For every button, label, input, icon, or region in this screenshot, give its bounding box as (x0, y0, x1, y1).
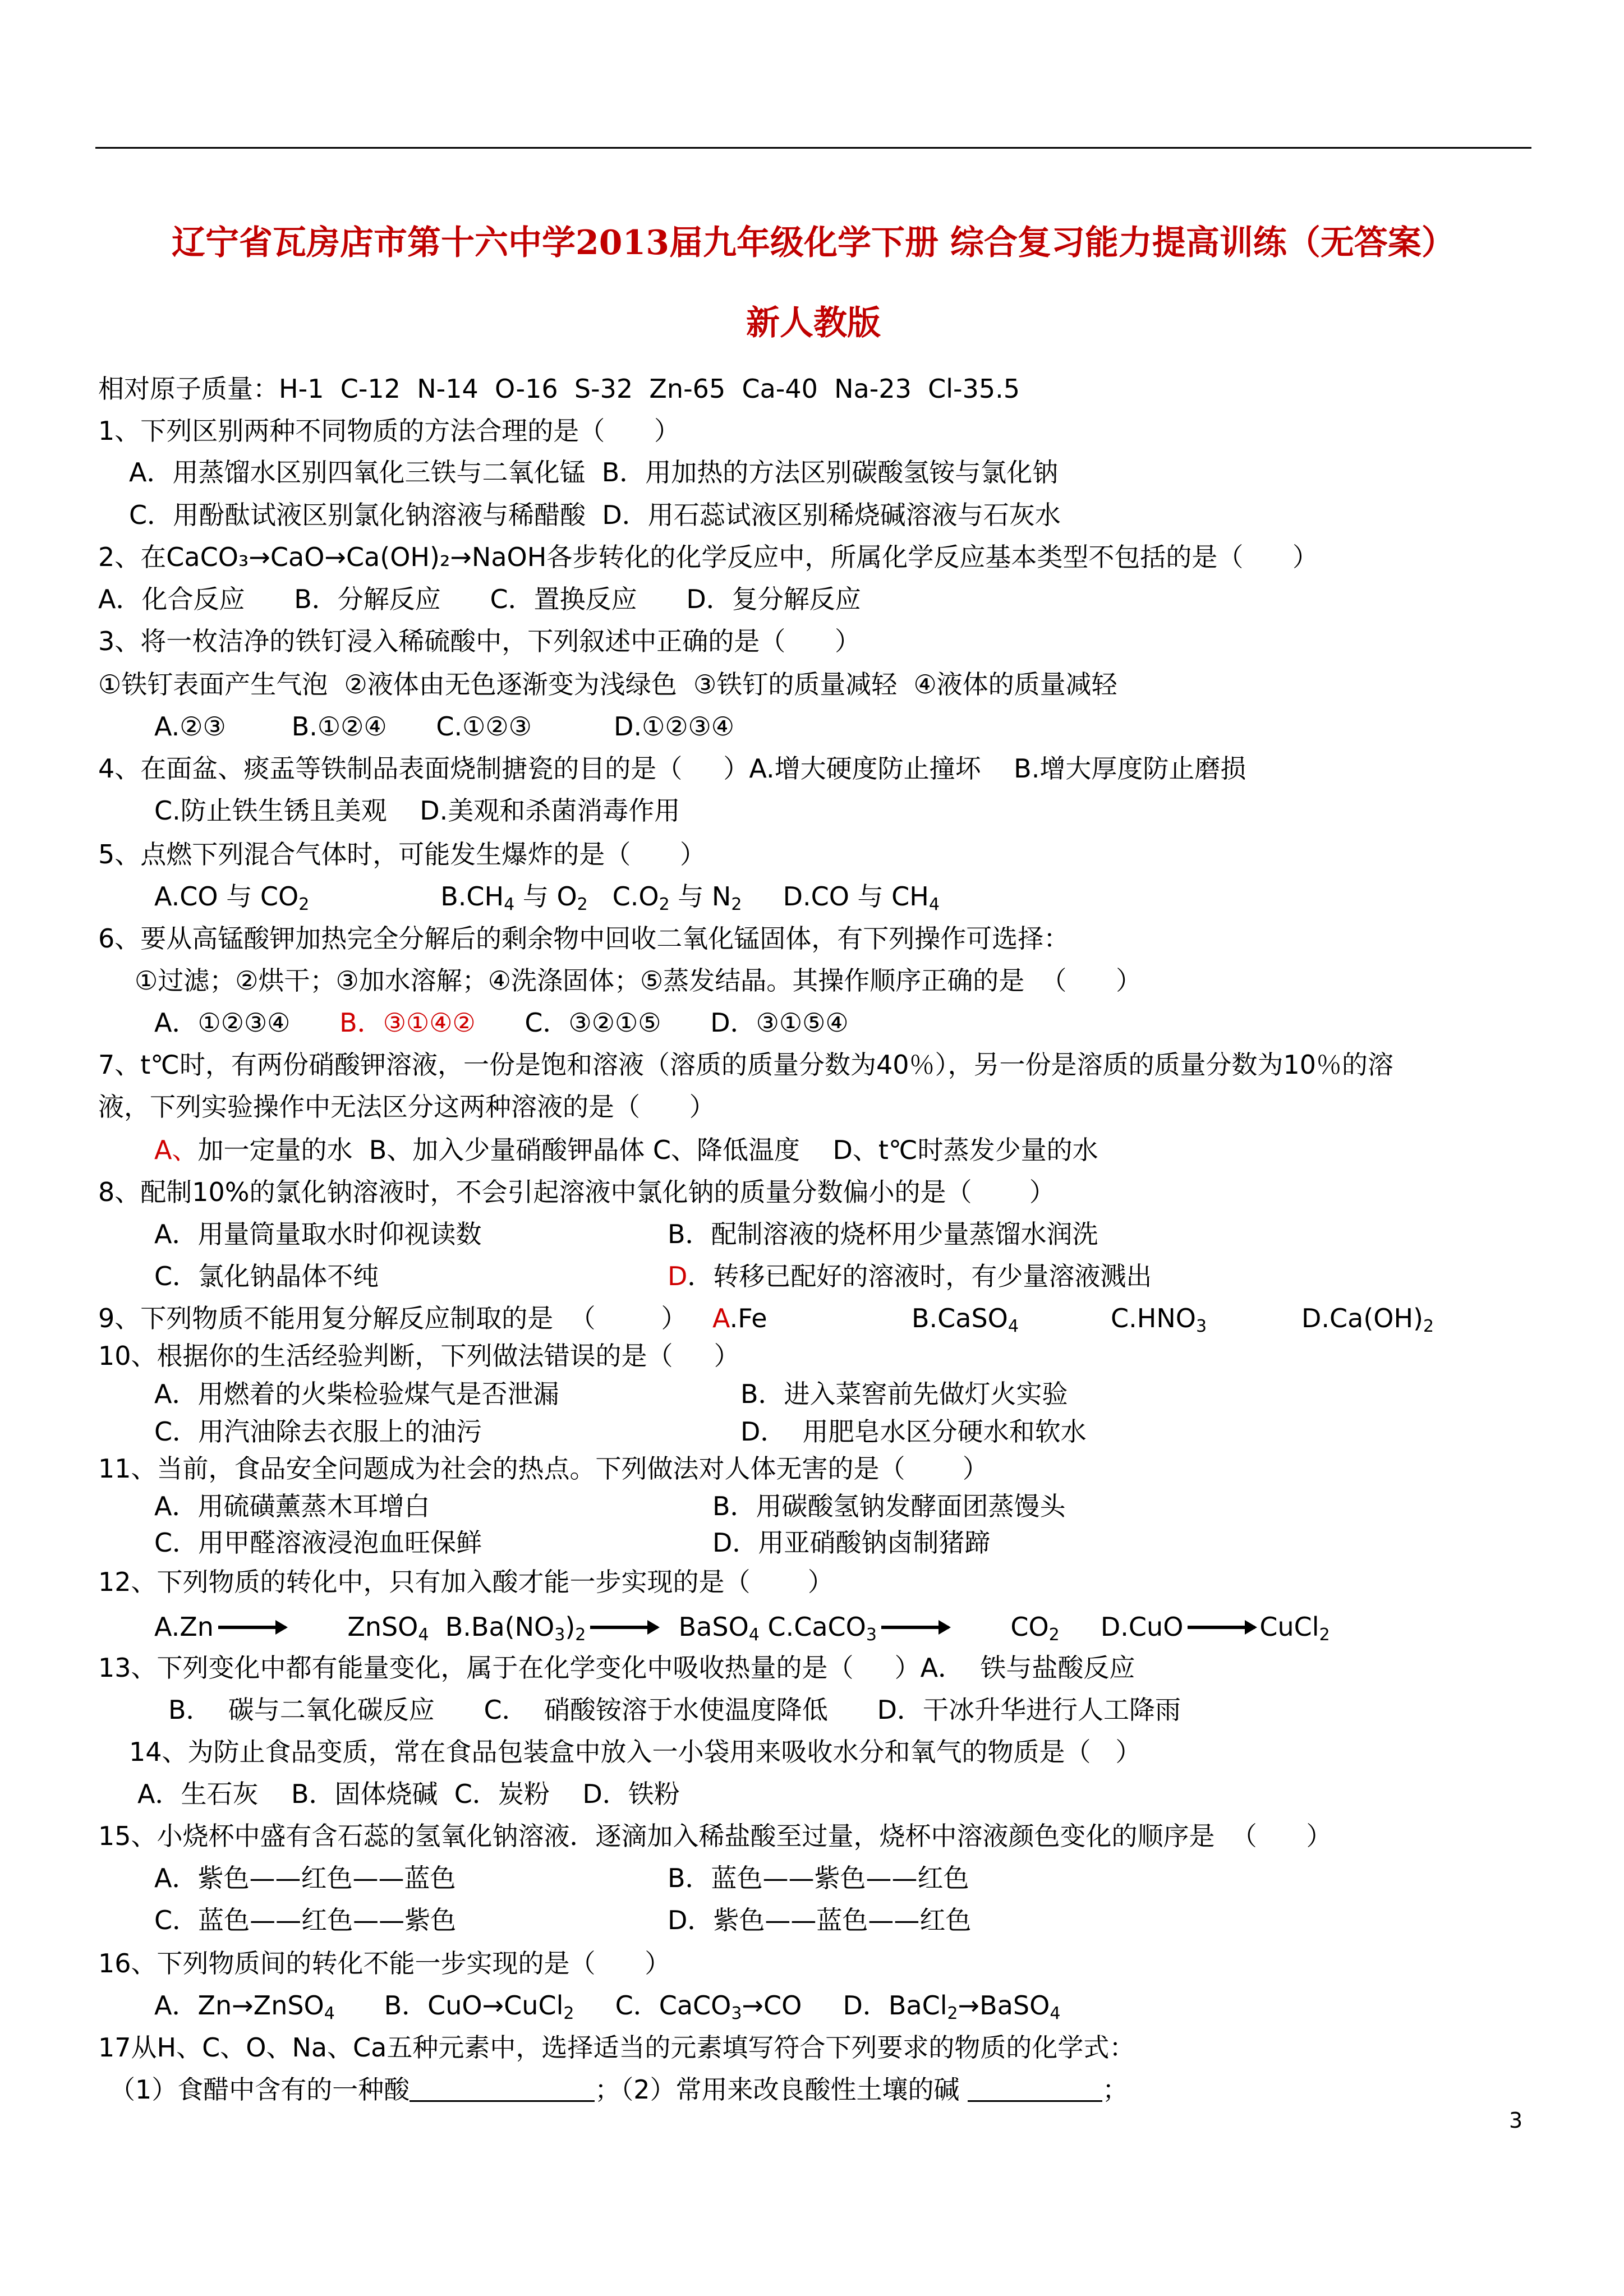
q12-sub-b1: 3 (554, 1625, 565, 1645)
question-3-stem: 3、将一枚洁净的铁钉浸入稀硫酸中，下列叙述中正确的是（ ） (98, 626, 861, 656)
question-15-option-c: C．蓝色——红色——紫色 (154, 1905, 457, 1935)
q16-option-b: B．CuO→CuCl (384, 1990, 564, 2021)
q17-end: ； (1102, 2074, 1129, 2105)
q5-sub-d: 4 (928, 895, 940, 914)
question-3-options: A.②③ B.①②④ C.①②③ D.①②③④ (154, 711, 735, 742)
question-15-stem: 15、小烧杯中盛有含石蕊的氢氧化钠溶液．逐滴加入稀盐酸至过量，烧杯中溶液颜色变化的顺序是 （ ） (98, 1821, 1332, 1851)
question-6-steps: ①过滤；②烘干；③加水溶解；④洗涤固体；⑤蒸发结晶。其操作顺序正确的是 （ ） (135, 965, 1142, 996)
q9-option-a-mark: A (712, 1303, 730, 1333)
question-17-stem: 17从H、C、O、Na、Ca五种元素中，选择适当的元素填写符合下列要求的物质的化学式： (98, 2032, 1135, 2063)
question-17-parts (109, 2073, 1128, 2106)
q7-option-a-mark: A、 (154, 1135, 198, 1165)
q17-part-1: （1）食醋中含有的一种酸 (109, 2074, 410, 2105)
q9-sub-d: 2 (1423, 1317, 1434, 1336)
q17-answer-blank-2[interactable] (968, 2074, 1102, 2102)
question-16-stem: 16、下列物质间的转化不能一步实现的是（ ） (98, 1948, 671, 1978)
question-8-option-c: C．氯化钠晶体不纯 (154, 1261, 379, 1291)
q17-answer-blank-1[interactable] (410, 2074, 595, 2102)
question-9-option-d (1301, 1301, 1434, 1335)
q6-option-a: A．①②③④ (154, 1007, 340, 1038)
arrow-right-icon (590, 1626, 657, 1629)
q5-option-b: B.CH (440, 881, 504, 912)
question-10-option-b: B．进入菜窖前先做灯火实验 (740, 1379, 1068, 1409)
q12-d-to: CuCl (1259, 1612, 1319, 1642)
q12-sub-d: 2 (1319, 1625, 1330, 1645)
document-title: 辽宁省瓦房店市第十六中学2013届九年级化学下册 综合复习能力提高训练（无答案） (172, 223, 1455, 263)
question-14-options: A．生石灰 B．固体烧碱 C．炭粉 D．铁粉 (137, 1779, 680, 1809)
question-2-stem: 2、在CaCO₃→CaO→Ca(OH)₂→NaOH各步转化的化学反应中，所属化学反应基本类型不包括的是（ ） (98, 542, 1319, 572)
q5-option-b2: 与 O (514, 881, 577, 912)
question-11-stem: 11、当前，食品安全问题成为社会的热点。下列做法对人体无害的是（ ） (98, 1453, 988, 1484)
question-6-stem: 6、要从高锰酸钾加热完全分解后的剩余物中回收二氧化锰固体，有下列操作可选择： (98, 923, 1070, 954)
q5-sub-c: 2 (659, 895, 670, 914)
question-9-option-b (912, 1301, 1019, 1335)
q16-sub-a: 4 (324, 2004, 335, 2023)
q5-sub-c2: 2 (731, 895, 742, 914)
question-11-option-d: D．用亚硝酸钠卤制猪蹄 (712, 1527, 991, 1558)
question-12-stem: 12、下列物质的转化中，只有加入酸才能一步实现的是（ ） (98, 1567, 834, 1597)
q6-option-b: B．③①④② (339, 1007, 476, 1038)
q5-sub-a: 2 (298, 895, 310, 914)
q16-option-d: D．BaCl (843, 1990, 947, 2021)
q16-option-c2: →CO (742, 1990, 802, 2021)
question-5-stem: 5、点燃下列混合气体时，可能发生爆炸的是（ ） (98, 839, 706, 869)
q12-sub-c2: 2 (1048, 1625, 1060, 1645)
arrow-right-icon (218, 1626, 286, 1629)
question-14-stem: 14、为防止食品变质，常在食品包装盒中放入一小袋用来吸收水分和氧气的物质是（ ） (129, 1737, 1142, 1767)
q9-option-d-text: D.Ca(OH) (1301, 1303, 1424, 1333)
question-4-options: C.防止铁生锈且美观 D.美观和杀菌消毒作用 (154, 795, 680, 826)
document-subtitle: 新人教版 (746, 303, 881, 343)
arrow-right-icon (881, 1626, 949, 1629)
q12-a-to: ZnSO (347, 1612, 418, 1642)
q7-options-rest: 加一定量的水 B、加入少量硝酸钾晶体 C、降低温度 D、t℃时蒸发少量的水 (197, 1135, 1098, 1165)
question-9-option-a (712, 1301, 767, 1335)
question-1-options-cd: C．用酚酞试液区别氯化钠溶液与稀醋酸 D．用石蕊试液区别稀烧碱溶液与石灰水 (129, 500, 1061, 530)
page-number: 3 (1509, 2108, 1523, 2133)
q9-option-c-text: C.HNO (1111, 1303, 1196, 1333)
question-11-option-c: C．用甲醛溶液浸泡血旺保鲜 (154, 1527, 482, 1558)
question-9-option-c (1111, 1301, 1207, 1335)
q12-sub-b3: 4 (748, 1625, 760, 1645)
question-6-options (154, 1006, 849, 1039)
question-11-option-a: A．用硫磺薰蒸木耳增白 (154, 1491, 430, 1521)
question-15-option-b: B．蓝色——紫色——红色 (668, 1863, 969, 1893)
question-11-option-b: B．用碳酸氢钠发酵面团蒸馒头 (712, 1491, 1066, 1521)
question-7-stem-1: 7、t℃时，有两份硝酸钾溶液，一份是饱和溶液（溶质的质量分数为40％），另一份是溶质的质量分数为10％的溶 (98, 1050, 1394, 1080)
q16-sub-b: 2 (563, 2004, 574, 2023)
question-13-stem: 13、下列变化中都有能量变化，属于在化学变化中吸收热量的是（ ）A． 铁与盐酸反应 (98, 1653, 1135, 1683)
question-9-stem: 9、下列物质不能用复分解反应制取的是 （ ） (98, 1303, 687, 1333)
q8-option-d-text: ．转移已配好的溶液时，有少量溶液溅出 (687, 1261, 1152, 1291)
q12-c-from: C.CaCO (767, 1612, 866, 1642)
question-15-option-a: A．紫色——红色——蓝色 (154, 1863, 456, 1893)
q16-sub-d: 2 (947, 2004, 958, 2023)
question-10-option-a: A．用燃着的火柴检验煤气是否泄漏 (154, 1379, 559, 1409)
q12-sub-b2: 2 (575, 1625, 586, 1645)
question-2-options: A．化合反应 B．分解反应 C．置换反应 D．复分解反应 (98, 584, 861, 614)
question-1-options-ab: A．用蒸馏水区别四氧化三铁与二氧化锰 B．用加热的方法区别碳酸氢铵与氯化钠 (129, 457, 1059, 487)
q16-option-c: C．CaCO (615, 1990, 732, 2021)
question-8-option-b: B．配制溶液的烧杯用少量蒸馏水润洗 (668, 1219, 1098, 1249)
question-8-option-a: A．用量筒量取水时仰视读数 (154, 1219, 482, 1249)
q12-b-paren: ) (565, 1612, 576, 1642)
question-7-options (154, 1133, 1098, 1167)
question-8-stem: 8、配制10%的氯化钠溶液时，不会引起溶液中氯化钠的质量分数偏小的是（ ） (98, 1177, 1055, 1207)
arrow-right-icon (1188, 1626, 1255, 1629)
q5-option-a: A.CO 与 CO (154, 881, 299, 912)
question-13-options: B． 碳与二氧化碳反应 C． 硝酸铵溶于水使温度降低 D．干冰升华进行人工降雨 (168, 1695, 1181, 1725)
q5-sub-b: 4 (504, 895, 515, 914)
q5-option-d: D.CO 与 CH (783, 881, 929, 912)
q12-c-to: CO (1010, 1612, 1049, 1642)
q9-sub-b: 4 (1007, 1317, 1019, 1336)
q16-option-a: A．Zn→ZnSO (154, 1990, 324, 2021)
q16-option-d2: →BaSO (958, 1990, 1050, 2021)
q8-option-d-mark: D (668, 1261, 688, 1291)
question-7-stem-2: 液，下列实验操作中无法区分这两种溶液的是（ ） (98, 1092, 715, 1122)
q5-option-c2: 与 N (669, 881, 732, 912)
header-rule (95, 147, 1531, 149)
q5-option-c: C.O (612, 881, 659, 912)
question-3-statements: ①铁钉表面产生气泡 ②液体由无色逐渐变为浅绿色 ③铁钉的质量减轻 ④液体的质量减轻 (98, 669, 1117, 700)
q12-sub-a: 4 (418, 1625, 429, 1645)
q12-d-from: D.CuO (1100, 1612, 1184, 1642)
q9-option-a-text: .Fe (729, 1303, 767, 1333)
q6-option-cd: C．③②①⑤ D．③①⑤④ (475, 1007, 849, 1038)
question-10-stem: 10、根据你的生活经验判断，下列做法错误的是（ ） (98, 1341, 740, 1371)
q12-b-from: B.Ba(NO (445, 1612, 555, 1642)
q5-sub-b2: 2 (577, 895, 588, 914)
question-12-options (154, 1610, 1330, 1644)
question-8-option-d (668, 1259, 1152, 1293)
q16-sub-c: 3 (731, 2004, 742, 2023)
atomic-masses: 相对原子质量：H-1 C-12 N-14 O-16 S-32 Zn-65 Ca-40 Na-23 Cl-35.5 (98, 374, 1020, 404)
q12-sub-c1: 3 (866, 1625, 877, 1645)
question-10-option-c: C．用汽油除去衣服上的油污 (154, 1416, 482, 1447)
question-5-options (154, 880, 940, 913)
q12-a-from: A.Zn (154, 1612, 214, 1642)
q17-part-2: ；（2）常用来改良酸性土壤的碱 (595, 2074, 968, 2105)
q9-sub-c: 3 (1195, 1317, 1207, 1336)
q9-option-b-text: B.CaSO (912, 1303, 1008, 1333)
question-4-stem: 4、在面盆、痰盂等铁制品表面烧制搪瓷的目的是（ ）A.增大硬度防止撞坏 B.增大厚度防止磨损 (98, 753, 1246, 784)
question-16-options (154, 1989, 1060, 2022)
question-1-stem: 1、下列区别两种不同物质的方法合理的是（ ） (98, 416, 680, 446)
q16-sub-d2: 4 (1050, 2004, 1061, 2023)
question-15-option-d: D．紫色——蓝色——红色 (668, 1905, 972, 1935)
question-10-option-d: D． 用肥皂水区分硬水和软水 (740, 1416, 1087, 1447)
q12-b-to: BaSO (678, 1612, 749, 1642)
